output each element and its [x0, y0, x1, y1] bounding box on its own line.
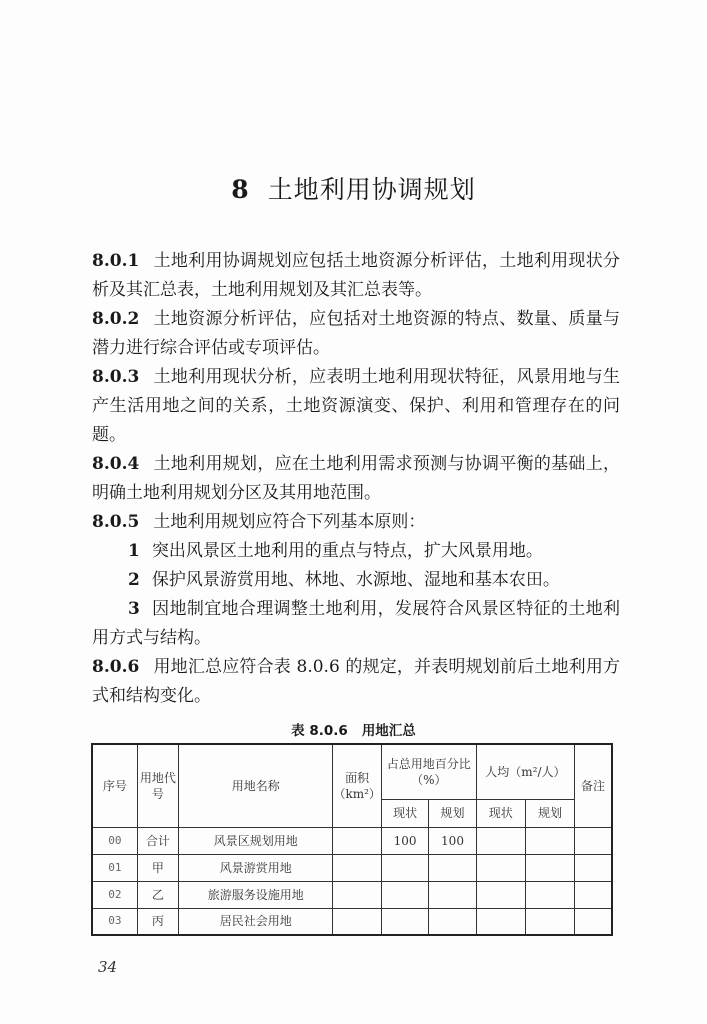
cell-pct-current: [381, 908, 428, 935]
chapter-title-text: 土地利用协调规划: [267, 175, 476, 204]
table-title-text: 用地汇总: [361, 723, 416, 739]
header-pct-current: 现状: [381, 799, 428, 827]
item-text: 突出风景区土地利用的重点与特点，扩大风景用地。: [151, 541, 543, 561]
cell-pct-planned: [429, 908, 476, 935]
cell-seq: 01: [92, 854, 137, 881]
paragraph: [92, 363, 620, 450]
cell-remark: [575, 827, 612, 854]
table-header-row: [92, 744, 612, 799]
cell-pc-current: [476, 881, 525, 908]
cell-pc-planned: [525, 854, 574, 881]
item-text: 保护风景游赏用地、林地、水源地、湿地和基本农田。: [151, 570, 560, 590]
cell-seq: 02: [92, 881, 137, 908]
table-row: [92, 881, 612, 908]
cell-pct-planned: 100: [429, 827, 476, 854]
cell-area: [333, 908, 381, 935]
list-item: [92, 566, 620, 595]
page-number: 34: [98, 958, 118, 976]
clause-number: 8.0.3: [92, 367, 140, 387]
cell-seq: 00: [92, 827, 137, 854]
cell-remark: [575, 908, 612, 935]
header-per-capita: 人均（m²/人）: [476, 744, 574, 799]
cell-name: 风景区规划用地: [179, 827, 333, 854]
item-number: 1: [128, 541, 140, 561]
paragraph: [92, 653, 620, 711]
header-name: 用地名称: [179, 744, 333, 827]
cell-seq: 03: [92, 908, 137, 935]
list-item: [92, 537, 620, 566]
header-seq: 序号: [92, 744, 137, 827]
body-text: [92, 247, 620, 711]
header-area: 面积（km²）: [333, 744, 381, 827]
cell-code: 合计: [137, 827, 178, 854]
paragraph-text: 土地利用规划应符合下列基本原则：: [153, 512, 426, 532]
header-pc-planned: 规划: [525, 799, 574, 827]
header-pct-planned: 规划: [429, 799, 476, 827]
cell-area: [333, 881, 381, 908]
cell-pc-planned: [525, 827, 574, 854]
cell-area: [333, 827, 381, 854]
cell-pct-current: 100: [381, 827, 428, 854]
cell-pct-current: [381, 854, 428, 881]
cell-remark: [575, 854, 612, 881]
cell-pct-current: [381, 881, 428, 908]
header-pc-current: 现状: [476, 799, 525, 827]
cell-name: 旅游服务设施用地: [179, 881, 333, 908]
land-use-summary-table: [91, 743, 613, 936]
item-number: 2: [128, 570, 140, 590]
item-text: 因地制宜地合理调整土地利用，发展符合风景区特征的土地利用方式与结构。: [92, 599, 620, 648]
item-number: 3: [128, 599, 140, 619]
cell-pc-planned: [525, 908, 574, 935]
cell-pc-current: [476, 854, 525, 881]
cell-code: 丙: [137, 908, 178, 935]
cell-code: 乙: [137, 881, 178, 908]
paragraph: [92, 305, 620, 363]
cell-pc-current: [476, 827, 525, 854]
cell-remark: [575, 881, 612, 908]
table-title: [0, 719, 707, 739]
paragraph: [92, 450, 620, 508]
paragraph-text: 土地利用规划，应在土地利用需求预测与协调平衡的基础上，明确土地利用规划分区及其用地范围。: [92, 454, 620, 503]
clause-number: 8.0.5: [92, 512, 140, 532]
cell-area: [333, 854, 381, 881]
clause-number: 8.0.4: [92, 454, 140, 474]
cell-pct-planned: [429, 854, 476, 881]
cell-pc-current: [476, 908, 525, 935]
cell-pct-planned: [429, 881, 476, 908]
header-percent: 占总用地百分比（%）: [381, 744, 476, 799]
table-row: [92, 854, 612, 881]
clause-number: 8.0.1: [92, 251, 140, 271]
cell-name: 风景游赏用地: [179, 854, 333, 881]
chapter-title: [0, 170, 707, 206]
clause-number: 8.0.6: [92, 657, 140, 677]
paragraph-text: 土地资源分析评估，应包括对土地资源的特点、数量、质量与潜力进行综合评估或专项评估。: [92, 309, 620, 358]
cell-name: 居民社会用地: [179, 908, 333, 935]
table-number: 表 8.0.6: [291, 723, 348, 739]
paragraph: [92, 508, 620, 537]
header-remark: 备注: [575, 744, 612, 827]
chapter-number: 8: [231, 175, 250, 204]
paragraph-text: 土地利用协调规划应包括土地资源分析评估，土地利用现状分析及其汇总表，土地利用规划及其汇总表等。: [92, 251, 620, 300]
paragraph: [92, 247, 620, 305]
paragraph-text: 土地利用现状分析，应表明土地利用现状特征，风景用地与生产生活用地之间的关系，土地资源演变、保护、利用和管理存在的问题。: [92, 367, 620, 445]
table-row: [92, 908, 612, 935]
table-row: [92, 827, 612, 854]
cell-pc-planned: [525, 881, 574, 908]
clause-number: 8.0.2: [92, 309, 140, 329]
header-code: 用地代号: [137, 744, 178, 827]
list-item: [92, 595, 620, 653]
cell-code: 甲: [137, 854, 178, 881]
paragraph-text: 用地汇总应符合表 8.0.6 的规定，并表明规划前后土地利用方式和结构变化。: [92, 657, 620, 706]
